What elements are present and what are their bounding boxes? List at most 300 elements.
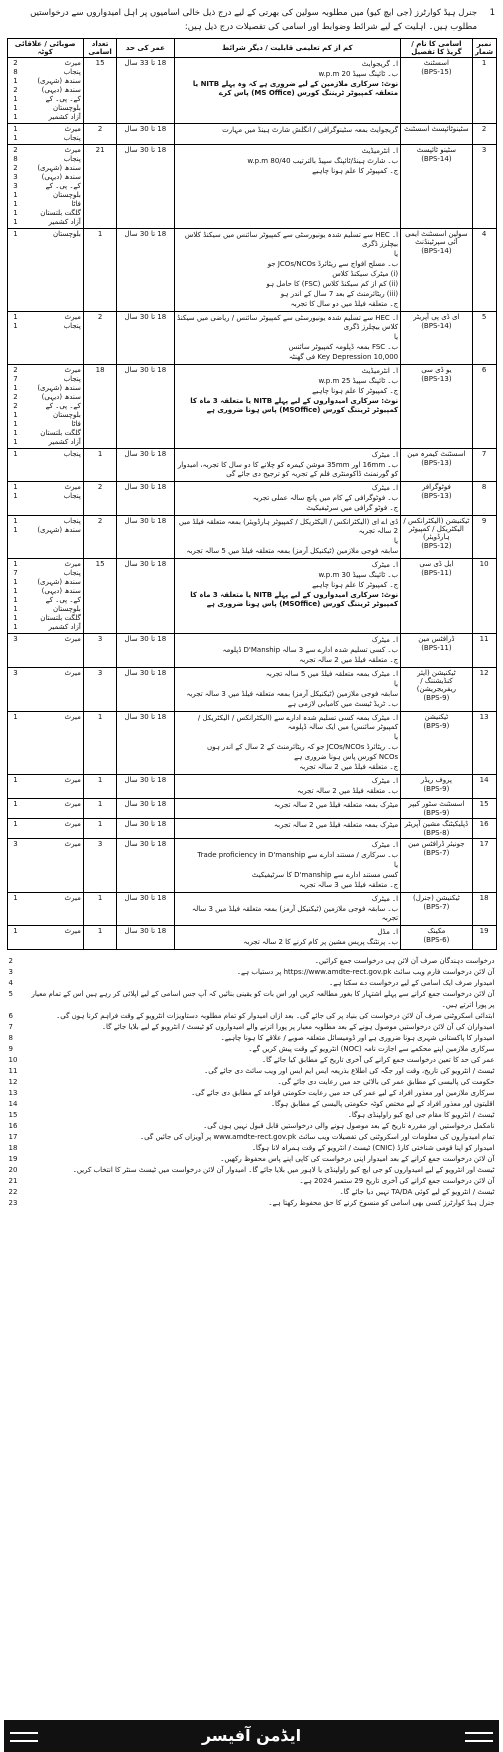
quota-row: [10, 596, 81, 605]
qualification-cell: [174, 775, 401, 799]
quota-area-name: گلگت بلتستان: [40, 209, 81, 217]
quota-row: [10, 191, 81, 200]
age-limit-cell: 18 تا 30 سال: [117, 893, 174, 926]
post-name: سولین اسسٹنٹ ایمی آئی سپرٹینڈنٹ: [405, 230, 468, 246]
table-row: [7, 819, 496, 839]
instruction-text: تمام امیدواروں کی معلومات اور اسکروٹنی کی تفصیلات ویب سائٹ www.amdte-rect.gov.pk پر آویزاں کی جائیں گی۔: [139, 1133, 495, 1141]
quota-area-name: پنجاب: [63, 322, 81, 330]
post-cell: [401, 893, 473, 926]
qualification-line: ا۔ میٹرک بمعہ کسی تسلیم شدہ ادارے سے (الیکٹرانکس / الیکٹریکل / کمپیوٹر سائنس) میں ایک سالہ ڈپلومہ: [197, 714, 399, 731]
table-row: [7, 799, 496, 819]
quota-area-name: میرٹ: [64, 313, 81, 321]
quota-area-name: میرٹ: [64, 483, 81, 491]
quota-row: [10, 77, 81, 86]
bps-grade: (BPS-15): [421, 68, 452, 76]
quota-area-name: کے۔ پی۔ کے: [45, 95, 81, 103]
instruction-number: 6: [8, 1012, 13, 1020]
table-row: [7, 668, 496, 712]
quota-row: [10, 322, 81, 331]
quota-count: 2: [13, 86, 18, 94]
quota-row: [10, 713, 81, 722]
quota-count: 1: [13, 429, 18, 437]
footer-ornament-right: [459, 1720, 499, 1752]
quota-area-name: پنجاب: [63, 492, 81, 500]
instruction-number: 21: [8, 1177, 18, 1185]
bps-grade: (BPS-13): [421, 459, 452, 467]
quota-area-name: پنجاب: [63, 375, 81, 383]
quota-row: [10, 146, 81, 155]
qualification-line: ج۔ متعلقہ فیلڈ میں 2 سالہ تجربہ: [299, 656, 399, 664]
bps-grade: (BPS-11): [421, 569, 452, 577]
age-limit-cell: 18 تا 33 سال: [117, 58, 174, 124]
post-count-cell: 1: [83, 893, 116, 926]
instruction-number: 16: [8, 1122, 18, 1130]
quota-row: [10, 393, 81, 402]
post-count-cell: 21: [83, 145, 116, 229]
age-limit-cell: 18 تا 30 سال: [117, 799, 174, 819]
bps-grade: (BPS-13): [421, 492, 452, 500]
quota-count: 1: [13, 614, 18, 622]
quota-count: 2: [13, 402, 18, 410]
quota-row: [10, 927, 81, 936]
instruction-number: 7: [8, 1023, 13, 1031]
quota-row: [10, 125, 81, 134]
quota-count: 1: [13, 517, 18, 525]
bps-grade: (BPS-12): [421, 542, 452, 550]
quota-area-name: گلگت بلتستان: [40, 614, 81, 622]
instruction-number: 5: [8, 990, 13, 998]
quota-area-name: میرٹ: [64, 713, 81, 721]
qualification-line: سابقہ فوجی ملازمین (ٹیکنیکل آرمز) بمعہ متعلقہ فیلڈ میں 3 سالہ تجربہ: [186, 690, 399, 698]
instruction-number: 2: [8, 957, 13, 965]
quota-count: 1: [13, 927, 18, 935]
qualification-cell: [174, 926, 401, 950]
quota-area-name: میرٹ: [64, 366, 81, 374]
quota-row: [10, 182, 81, 191]
serial-number-cell: 19: [472, 926, 496, 950]
instruction-item: [7, 1011, 497, 1022]
instruction-number: 22: [8, 1188, 18, 1196]
instruction-item: [7, 1066, 497, 1077]
quota-area-name: میرٹ: [64, 59, 81, 67]
qualification-cell: [174, 634, 401, 668]
area-quota-cell: [7, 634, 83, 668]
qualification-line: ج۔ فوٹو گرافی میں سرٹیفیکیٹ: [306, 504, 399, 512]
table-row: [7, 516, 496, 559]
quota-area-name: پنجاب: [63, 517, 81, 525]
post-count-cell: 3: [83, 634, 116, 668]
qualification-cell: [174, 145, 401, 229]
area-quota-cell: [7, 449, 83, 482]
post-cell: [401, 926, 473, 950]
qualification-cell: [174, 58, 401, 124]
quota-area-name: پنجاب: [63, 68, 81, 76]
quota-area-name: سندھ (شہری): [37, 578, 81, 586]
post-name: اسسٹنٹ کیمرہ مین: [407, 450, 466, 458]
post-count-cell: 3: [83, 668, 116, 712]
post-name: ٹیکنیشن (ایئر کنڈیشننگ / ریفریجریشن): [416, 669, 457, 693]
post-count-cell: 2: [83, 124, 116, 145]
post-name: فوٹوگرافر: [421, 483, 451, 491]
quota-area-name: میرٹ: [64, 560, 81, 568]
qualification-cell: [174, 482, 401, 516]
table-row: [7, 229, 496, 312]
quota-row: [10, 623, 81, 632]
qualification-line: (ii) کم از کم سیکنڈ کلاس (FSC) کا حامل ہو: [266, 280, 399, 288]
serial-number-cell: 11: [472, 634, 496, 668]
table-row: [7, 634, 496, 668]
table-header-row: [7, 39, 496, 58]
post-count-cell: 15: [83, 58, 116, 124]
qualification-line: ج۔ متعلقہ فیلڈ میں 3 سالہ تجربہ: [299, 881, 399, 889]
qualification-line: ج۔ متعلقہ فیلڈ میں دو سال کا تجربہ: [290, 300, 399, 308]
instruction-item: [7, 1110, 497, 1121]
post-cell: [401, 839, 473, 893]
quota-area-name: کے۔ پی۔ کے: [45, 596, 81, 604]
quota-count: 3: [13, 840, 18, 848]
instruction-item: [7, 1121, 497, 1132]
serial-number-cell: 16: [472, 819, 496, 839]
qualification-line: ج۔ کمپیوٹر کا علم ہونا چاہیے: [312, 167, 399, 175]
qualification-line: ب۔ ٹائپنگ سپیڈ 25 w.p.m: [318, 377, 399, 385]
post-count-cell: 2: [83, 482, 116, 516]
quota-count: 1: [13, 596, 18, 604]
qualification-line: ا۔ HEC سے تسلیم شدہ یونیورسٹی سے کمپیوٹر سائنس / ریاضی میں سیکنڈ کلاس بیچلرز ڈگری: [177, 314, 399, 331]
table-row: [7, 775, 496, 799]
area-quota-cell: [7, 775, 83, 799]
instruction-text: درخواست دہندگان صرف آن لائن ہی درخواست جمع کرائیں۔: [314, 957, 495, 965]
quota-row: [10, 894, 81, 903]
instruction-item: [7, 1077, 497, 1088]
post-count-cell: 1: [83, 926, 116, 950]
quota-area-name: میرٹ: [64, 927, 81, 935]
quota-count: 2: [13, 146, 18, 154]
age-limit-cell: 18 تا 30 سال: [117, 229, 174, 312]
table-row: [7, 124, 496, 145]
qualification-cell: [174, 124, 401, 145]
qualification-line: ا۔ میٹرک: [371, 484, 399, 492]
instruction-number: 9: [8, 1045, 13, 1053]
quota-row: [10, 68, 81, 77]
qualification-line: Key Depression 10,000 فی گھنٹہ: [288, 353, 399, 361]
bps-grade: (BPS-13): [421, 375, 452, 383]
bps-grade: (BPS-14): [421, 322, 452, 330]
quota-count: 1: [13, 605, 18, 613]
quota-count: 8: [13, 155, 18, 163]
post-cell: [401, 634, 473, 668]
instruction-item: [7, 978, 497, 989]
serial-number-cell: 13: [472, 712, 496, 775]
quota-area-name: بلوچستان: [53, 191, 81, 199]
age-limit-cell: 18 تا 30 سال: [117, 819, 174, 839]
quota-count: 1: [13, 450, 18, 458]
header-post-name: اسامی کا نام / گریڈ کا تفصیل: [401, 39, 473, 58]
quota-area-name: میرٹ: [64, 800, 81, 808]
serial-number-cell: 12: [472, 668, 496, 712]
bps-grade: (BPS-7): [423, 849, 450, 857]
quota-area-name: میرٹ: [64, 635, 81, 643]
instruction-item: [7, 1022, 497, 1033]
qualification-line: ج۔ متعلقہ فیلڈ میں 2 سالہ تجربہ: [299, 763, 399, 771]
instruction-item: [7, 1033, 497, 1044]
quota-area-name: فاٹا: [71, 200, 81, 208]
quota-count: 1: [13, 218, 18, 226]
qualification-line: نوٹ: سرکاری ملازمین کے لیے ضروری ہے کہ وہ پہلے NITB یا متعلقہ کمپیوٹر ٹریننگ کورس (MS Office) پاس کرے: [192, 80, 399, 97]
qualification-line: کسی مستند ادارے سے D'manship کا سرٹیفیکیٹ: [251, 871, 399, 879]
qualification-line: ج۔ کمپیوٹر کا علم ہونا چاہیے: [312, 387, 399, 395]
qualification-line: ب۔ شارٹ ہینڈ/ٹائپنگ سپیڈ بالترتیب 80/40 w.p.m: [247, 157, 399, 165]
quota-row: [10, 578, 81, 587]
post-name: اسسٹنٹ سٹور کیپر: [408, 800, 465, 808]
age-limit-cell: 18 تا 30 سال: [117, 839, 174, 893]
instruction-number: 23: [8, 1199, 18, 1207]
quota-count: 1: [13, 560, 18, 568]
instruction-number: 20: [8, 1166, 18, 1174]
instruction-item: [7, 1099, 497, 1110]
qualification-line: ب۔ سابقہ فوجی ملازمین (ٹیکنیکل آرمز) بمعہ متعلقہ فیلڈ میں 3 سالہ تجربہ: [191, 905, 399, 922]
serial-number-cell: 18: [472, 893, 496, 926]
qualification-line: ا۔ میٹرک بمعہ متعلقہ فیلڈ میں 5 سالہ تجربہ: [265, 670, 399, 678]
instruction-number: 11: [8, 1067, 18, 1075]
post-name: سٹینوٹائپسٹ اسسٹنٹ: [404, 125, 469, 133]
bps-grade: (BPS-9): [423, 785, 450, 793]
serial-number-cell: 14: [472, 775, 496, 799]
qualification-line: ب۔ ٹائپنگ سپیڈ 30 w.p.m: [318, 571, 399, 579]
quota-area-name: پنجاب: [63, 450, 81, 458]
quota-area-name: میرٹ: [64, 840, 81, 848]
bps-grade: (BPS-8): [423, 829, 450, 837]
qualification-line: ب۔ پرنٹنگ پریس مشین پر کام کرنے کا 2 سالہ تجربہ: [243, 938, 399, 946]
quota-row: [10, 587, 81, 596]
quota-area-name: پنجاب: [63, 134, 81, 142]
bps-grade: (BPS-9): [423, 694, 450, 702]
quota-count: 1: [13, 713, 18, 721]
quota-count: 1: [13, 113, 18, 121]
quota-area-name: میرٹ: [64, 776, 81, 784]
instruction-item: [7, 1132, 497, 1143]
instruction-number: 4: [8, 979, 13, 987]
qualification-line: ب۔ ٹریڈ ٹیسٹ میں کامیابی لازمی ہے: [287, 700, 399, 708]
quota-row: [10, 438, 81, 447]
table-row: [7, 365, 496, 449]
quota-area-name: میرٹ: [64, 125, 81, 133]
qualification-line: ب۔ 16mm اور 35mm موشن کیمرہ کو چلانے کا دو سال کا تجربہ، امیدوار کو گورنمنٹ ڈاکومنٹری فلم کے تجربہ کو ترجیح دی جائے گی: [177, 461, 399, 478]
post-name: ای ڈی پی آپریٹر: [413, 313, 460, 321]
instruction-number: 3: [8, 968, 13, 976]
area-quota-cell: [7, 819, 83, 839]
age-limit-cell: 18 تا 30 سال: [117, 482, 174, 516]
qualification-cell: [174, 819, 401, 839]
quota-row: [10, 605, 81, 614]
instruction-item: [7, 1198, 497, 1209]
table-row: [7, 559, 496, 634]
post-cell: [401, 668, 473, 712]
serial-number-cell: 7: [472, 449, 496, 482]
serial-number-cell: 17: [472, 839, 496, 893]
instruction-text: آن لائن درخواست جمع کرانے کی آخری تاریخ 29 ستمبر 2024 ہے۔: [299, 1177, 495, 1185]
post-cell: [401, 145, 473, 229]
area-quota-cell: [7, 482, 83, 516]
post-name: ایل ڈی سی: [419, 560, 454, 568]
post-count-cell: 1: [83, 229, 116, 312]
instruction-number: 14: [8, 1100, 18, 1108]
quota-area-name: آزاد کشمیر: [48, 438, 81, 446]
qualification-line: یا: [394, 861, 399, 869]
quota-area-name: بلوچستان: [53, 104, 81, 112]
serial-number-cell: 4: [472, 229, 496, 312]
qualification-line: ا۔ میٹرک: [371, 895, 399, 903]
qualification-line: ا۔ میٹرک: [371, 561, 399, 569]
quota-row: [10, 313, 81, 322]
post-name: ٹیکنیشن (جنرل): [412, 894, 460, 902]
qualification-line: ب۔ فوٹوگرافی کے کام میں پانچ سالہ عملی تجربہ: [252, 494, 399, 502]
post-cell: [401, 712, 473, 775]
qualification-cell: [174, 668, 401, 712]
qualification-line: (iii) ریٹائرمنٹ کے بعد 7 سال کے اندر ہو: [280, 290, 399, 298]
area-quota-cell: [7, 312, 83, 365]
instruction-number: 10: [8, 1056, 18, 1064]
quota-count: 1: [13, 104, 18, 112]
quota-area-name: فاٹا: [71, 420, 81, 428]
post-count-cell: 15: [83, 559, 116, 634]
instruction-number: 17: [8, 1133, 18, 1141]
post-name: مکینک: [427, 927, 446, 935]
quota-row: [10, 200, 81, 209]
footer-ornament-left: [4, 1720, 44, 1752]
area-quota-cell: [7, 516, 83, 559]
bps-grade: (BPS-11): [421, 644, 452, 652]
instruction-item: [7, 967, 497, 978]
serial-number-cell: 1: [472, 58, 496, 124]
area-quota-cell: [7, 58, 83, 124]
instruction-item: [7, 989, 497, 1011]
qualification-line: ا۔ میٹرک: [371, 636, 399, 644]
quota-row: [10, 569, 81, 578]
qualification-cell: [174, 312, 401, 365]
qualification-line: ا۔ HEC سے تسلیم شدہ یونیورسٹی سے کمپیوٹر سائنس میں سیکنڈ کلاس بیچلرز ڈگری: [184, 231, 399, 248]
qualification-line: گریجوایٹ بمعہ سٹینوگرافی / انگلش شارٹ ہینڈ میں مہارت: [222, 126, 399, 134]
quota-row: [10, 450, 81, 459]
post-cell: [401, 229, 473, 312]
qualification-line: یا: [394, 537, 399, 545]
qualification-line: ب۔ FSC بمعہ ڈپلومہ کمپیوٹر سائنس: [288, 343, 399, 351]
quota-area-name: آزاد کشمیر: [48, 218, 81, 226]
quota-count: 1: [13, 125, 18, 133]
quota-area-name: سندھ (دیہی): [41, 86, 81, 94]
qualification-cell: [174, 229, 401, 312]
qualification-line: یا: [394, 250, 399, 258]
quota-count: 1: [13, 623, 18, 631]
post-cell: [401, 799, 473, 819]
quota-area-name: بلوچستان: [53, 230, 81, 238]
bps-grade: (BPS-14): [421, 155, 452, 163]
quota-area-name: میرٹ: [64, 669, 81, 677]
qualification-cell: [174, 365, 401, 449]
quota-area-name: سندھ (دیہی): [41, 587, 81, 595]
qualification-line: نوٹ: سرکاری امیدواروں کے لیے پہلے NITB یا متعلقہ 3 ماہ کا کمپیوٹر ٹریننگ کورس (MSOffice) پاس ہونا ضروری ہے: [190, 397, 399, 414]
quota-row: [10, 209, 81, 218]
post-count-cell: 1: [83, 819, 116, 839]
area-quota-cell: [7, 839, 83, 893]
qualification-line: ا۔ میٹرک: [371, 841, 399, 849]
qualification-line: ا۔ میٹرک: [371, 451, 399, 459]
header-age-limit: عمر کی حد: [117, 39, 174, 58]
quota-count: 2: [13, 59, 18, 67]
area-quota-cell: [7, 365, 83, 449]
instruction-text: امیدوار صرف ایک اسامی کے لیے درخواست دے سکتا ہے۔: [329, 979, 495, 987]
age-limit-cell: 18 تا 30 سال: [117, 668, 174, 712]
quota-count: 1: [13, 800, 18, 808]
area-quota-cell: [7, 145, 83, 229]
post-cell: [401, 312, 473, 365]
instruction-text: امیدوار کا پاکستانی شہری ہونا ضروری ہے اور ڈومیسائل متعلقہ صوبے / علاقے کا ہونا چاہیے۔: [220, 1034, 495, 1042]
age-limit-cell: 18 تا 30 سال: [117, 926, 174, 950]
instruction-text: آن لائن درخواست جمع کرانے سے پہلے اشتہار کا بغور مطالعہ کریں اور اس بات کو یقینی بنائیں کہ آپ جس اسامی کے لیے اپلائی کر رہے ہیں اس کے تمام معیار پر پورا اترتے ہیں۔: [31, 990, 495, 1009]
qualification-line: ڈی اے ای (الیکٹرانکس / الیکٹریکل / کمپیوٹر ہارڈویئر) بمعہ متعلقہ فیلڈ میں 2 سالہ تجربہ: [178, 518, 399, 535]
quota-row: [10, 517, 81, 526]
bps-grade: (BPS-6): [423, 936, 450, 944]
qualification-line: یا: [394, 733, 399, 741]
instruction-text: ٹیسٹ / انٹرویو کا مقام جی ایچ کیو راولپنڈی ہوگا۔: [347, 1111, 495, 1119]
table-row: [7, 58, 496, 124]
quota-count: 3: [13, 173, 18, 181]
post-count-cell: 1: [83, 712, 116, 775]
age-limit-cell: 18 تا 30 سال: [117, 145, 174, 229]
serial-number-cell: 10: [472, 559, 496, 634]
quota-count: 3: [13, 669, 18, 677]
qualification-line: ا۔ میٹرک: [371, 777, 399, 785]
quota-row: [10, 59, 81, 68]
quota-count: 3: [13, 635, 18, 643]
post-cell: [401, 775, 473, 799]
vacancies-table: [7, 38, 497, 950]
quota-row: [10, 483, 81, 492]
instruction-text: امیدوار کو اپنا قومی شناختی کارڈ (CNIC) ٹیسٹ / انٹرویو کے وقت ہمراہ لانا ہوگا۔: [251, 1144, 495, 1152]
instruction-text: سرکاری ملازمین اپنے محکمے سے اجازت نامہ (NOC) انٹرویو کے وقت پیش کریں گے۔: [248, 1045, 495, 1053]
quota-count: 3: [13, 182, 18, 190]
table-row: [7, 893, 496, 926]
qualification-line: یا: [394, 680, 399, 688]
instructions-list: [7, 956, 497, 1209]
quota-row: [10, 113, 81, 122]
qualification-line: ا۔ انٹرمیڈیٹ: [361, 147, 399, 155]
quota-count: 1: [13, 77, 18, 85]
instruction-text: ٹیسٹ / انٹرویو کے لیے کوئی TA/DA نہیں دیا جائے گا۔: [339, 1188, 495, 1196]
quota-row: [10, 86, 81, 95]
quota-row: [10, 492, 81, 501]
quota-row: [10, 164, 81, 173]
table-row: [7, 449, 496, 482]
qualification-line: ب۔ ریٹائرڈ JCOs/NCOs جو کہ ریٹائرمنٹ کے 2 سال کے اندر ہوں: [206, 743, 399, 751]
quota-row: [10, 429, 81, 438]
instruction-item: [7, 1165, 497, 1176]
instruction-text: امیدواران کی آن لائن درخواستیں موصول ہونے کے بعد مطلوبہ معیار پر پورا اترنے والے امیدواروں کو ٹیسٹ / انٹرویو کے لیے بلایا جائے گا۔: [101, 1023, 495, 1031]
instruction-item: [7, 1088, 497, 1099]
quota-row: [10, 820, 81, 829]
quota-count: 7: [13, 569, 18, 577]
quota-area-name: کے۔ پی۔ کے: [45, 402, 81, 410]
quota-row: [10, 840, 81, 849]
instruction-item: [7, 1187, 497, 1198]
serial-number-cell: 8: [472, 482, 496, 516]
quota-count: 1: [13, 438, 18, 446]
instruction-item: [7, 1176, 497, 1187]
quota-row: [10, 375, 81, 384]
instruction-text: حکومت کی پالیسی کے مطابق عمر کی بالائی حد میں رعایت دی جائے گی۔: [277, 1078, 495, 1086]
quota-count: 1: [13, 209, 18, 217]
quota-area-name: سندھ (شہری): [37, 526, 81, 534]
quota-count: 1: [13, 578, 18, 586]
